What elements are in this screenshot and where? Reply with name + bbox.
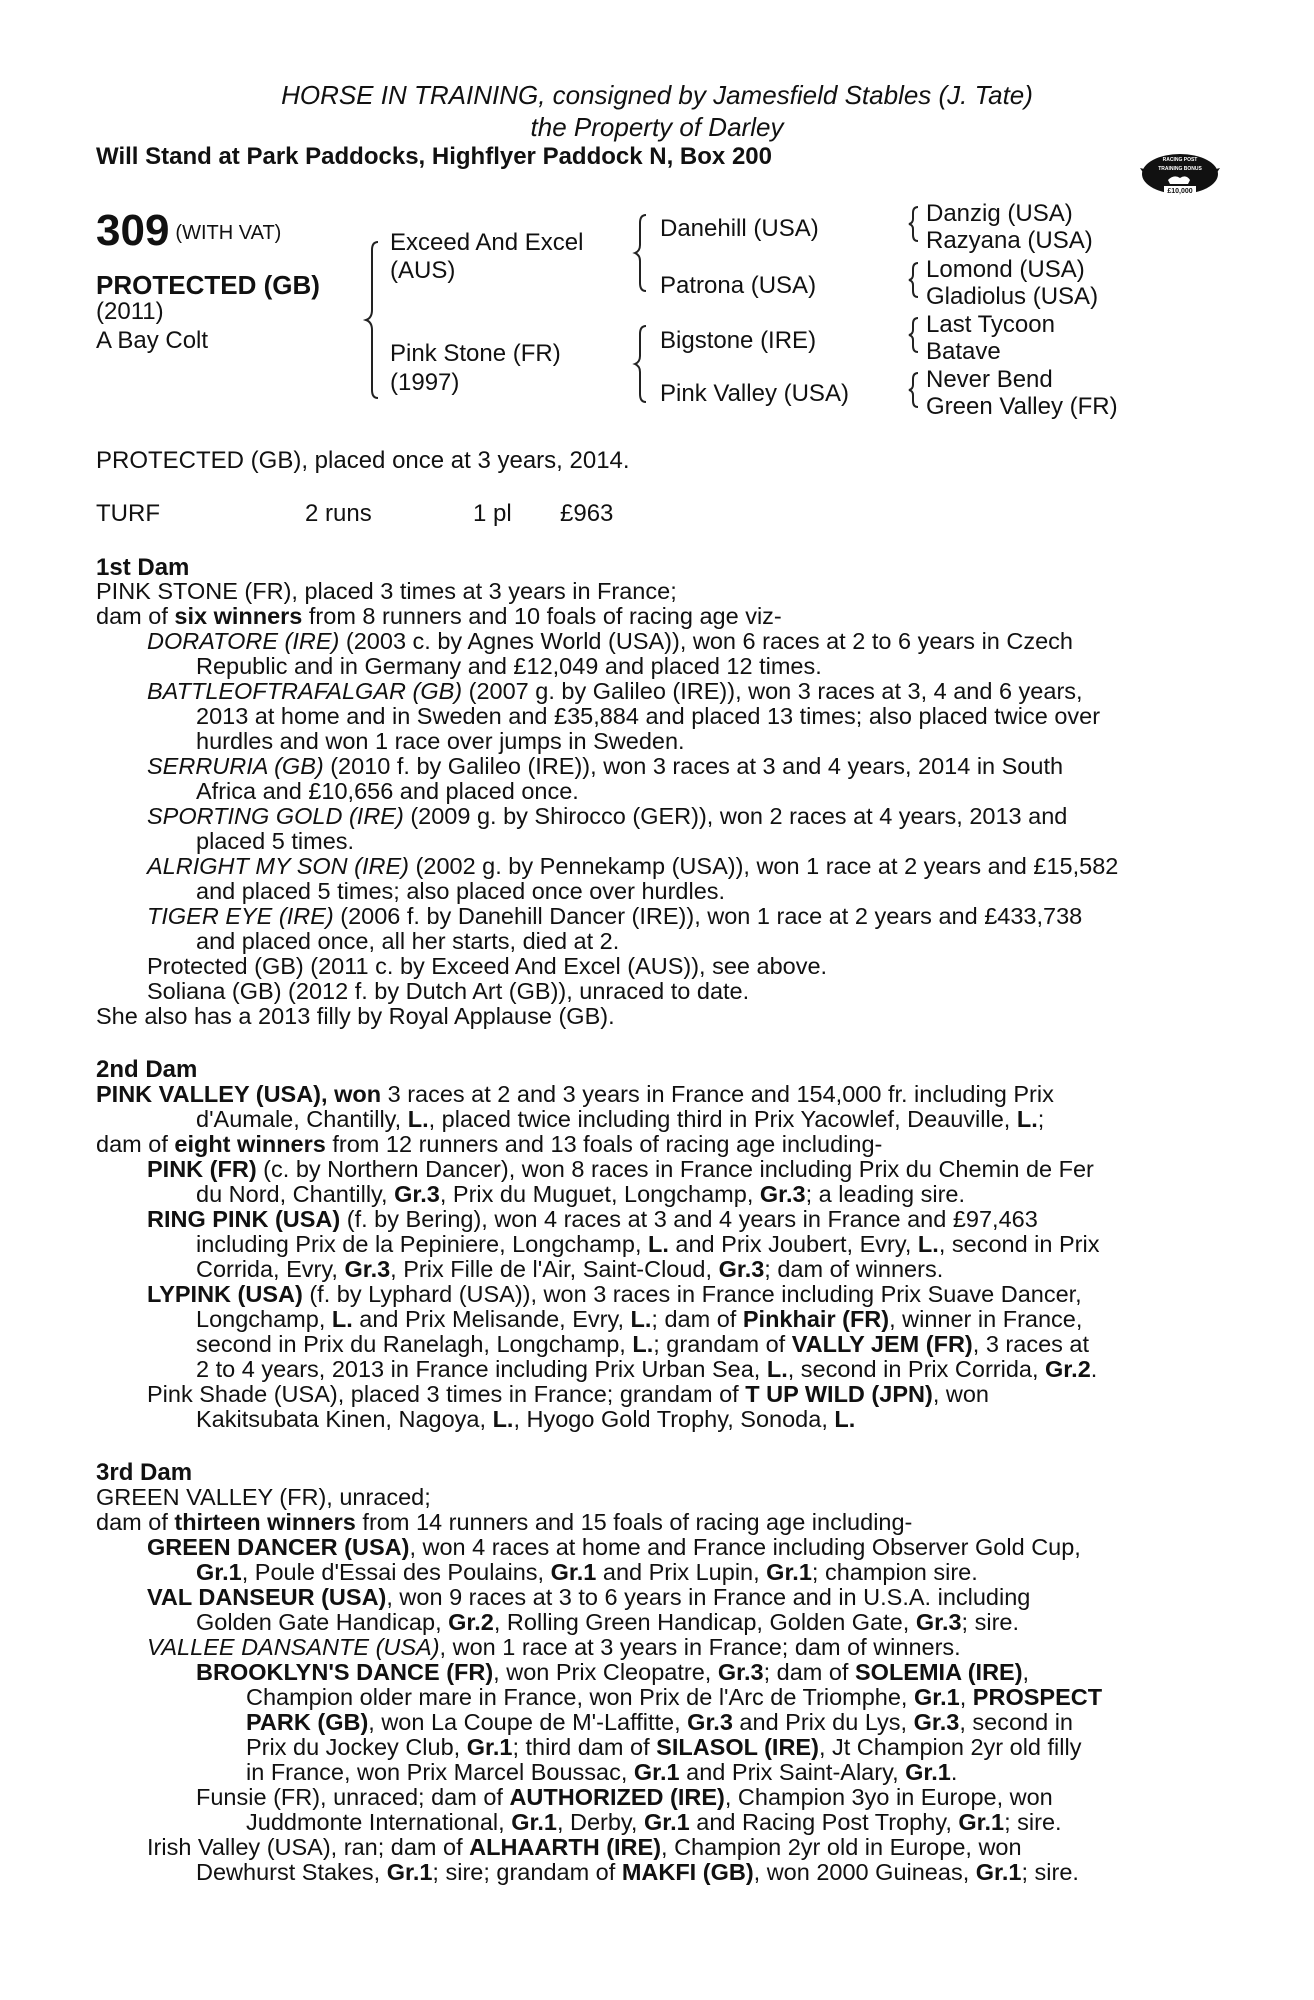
produce-line: hurdles and won 1 race over jumps in Sweden. [196, 728, 685, 754]
produce-line: Juddmonte International, Gr.1, Derby, Gr.1 and Racing Post Trophy, Gr.1; sire. [246, 1809, 1062, 1835]
produce-line: VAL DANSEUR (USA), won 9 races at 3 to 6 years in France and in U.S.A. including [147, 1584, 1031, 1610]
produce-line: She also has a 2013 filly by Royal Applause (GB). [96, 1003, 615, 1029]
dam-line: GREEN VALLEY (FR), unraced; [96, 1484, 431, 1510]
horse-description: A Bay Colt [96, 327, 209, 354]
pedigree-brackets [0, 0, 1314, 440]
record-earnings: £963 [560, 500, 614, 527]
badge-mid: TRAINING BONUS [1158, 166, 1202, 172]
lot-number: 309 (WITH VAT) [96, 206, 282, 255]
horse-name: PROTECTED (GB) [96, 270, 320, 300]
dam-year: (1997) [390, 369, 460, 396]
produce-line: PARK (GB), won La Coupe de M'-Laffitte, Gr.3 and Prix du Lys, Gr.3, second in [246, 1709, 1073, 1735]
produce-line: Longchamp, L. and Prix Melisande, Evry, L.; dam of Pinkhair (FR), winner in France, [196, 1306, 1083, 1332]
dam-line: PINK VALLEY (USA), won 3 races at 2 and 3 years in France and 154,000 fr. including Prix [96, 1081, 1054, 1107]
ggs-2: Razyana (USA) [926, 227, 1093, 254]
dam-line: dam of eight winners from 12 runners and 13 foals of racing age including- [96, 1131, 883, 1157]
produce-line: 2013 at home and in Sweden and £35,884 and placed 13 times; also placed twice over [196, 703, 1101, 729]
ggs-1: Danzig (USA) [926, 200, 1073, 227]
produce-line: Prix du Jockey Club, Gr.1; third dam of SILASOL (IRE), Jt Champion 2yr old filly [246, 1734, 1082, 1760]
property-line: the Property of Darley [530, 112, 784, 142]
produce-line: LYPINK (USA) (f. by Lyphard (USA)), won 3 races in France including Prix Suave Dancer, [147, 1281, 1082, 1307]
sire-sire: Danehill (USA) [660, 215, 819, 242]
dam-line: PINK STONE (FR), placed 3 times at 3 years in France; [96, 578, 677, 604]
sire-dam: Patrona (USA) [660, 272, 817, 299]
consignor-line: HORSE IN TRAINING, consigned by Jamesfield Stables (J. Tate) [281, 80, 1033, 110]
ggs-6: Batave [926, 338, 1001, 365]
produce-line: ALRIGHT MY SON (IRE) (2002 g. by Pennekamp (USA)), won 1 race at 2 years and £15,582 [147, 853, 1119, 879]
badge-top: RACING POST [1162, 157, 1198, 163]
section-title: 2nd Dam [96, 1056, 198, 1083]
produce-line: Champion older mare in France, won Prix de l'Arc de Triomphe, Gr.1, PROSPECT [246, 1684, 1103, 1710]
section-title: 1st Dam [96, 554, 190, 581]
produce-line: SERRURIA (GB) (2010 f. by Galileo (IRE)), won 3 races at 3 and 4 years, 2014 in South [147, 753, 1064, 779]
dam-dam: Pink Valley (USA) [660, 380, 849, 407]
sire-country: (AUS) [390, 257, 456, 284]
ggs-4: Gladiolus (USA) [926, 283, 1099, 310]
produce-line: Golden Gate Handicap, Gr.2, Rolling Green Handicap, Golden Gate, Gr.3; sire. [196, 1609, 1020, 1635]
section-title: 3rd Dam [96, 1459, 193, 1486]
ggs-7: Never Bend [926, 366, 1053, 393]
produce-line: Gr.1, Poule d'Essai des Poulains, Gr.1 and Prix Lupin, Gr.1; champion sire. [196, 1559, 978, 1585]
ggs-5: Last Tycoon [926, 311, 1055, 338]
produce-line: including Prix de la Pepiniere, Longchamp, L. and Prix Joubert, Evry, L., second in Prix [196, 1231, 1100, 1257]
produce-line: GREEN DANCER (USA), won 4 races at home and France including Observer Gold Cup, [147, 1534, 1081, 1560]
produce-line: Soliana (GB) (2012 f. by Dutch Art (GB)), unraced to date. [147, 978, 750, 1004]
produce-line: and placed 5 times; also placed once over hurdles. [196, 878, 726, 904]
produce-line: Kakitsubata Kinen, Nagoya, L., Hyogo Gold Trophy, Sonoda, L. [196, 1406, 856, 1432]
produce-line: Dewhurst Stakes, Gr.1; sire; grandam of MAKFI (GB), won 2000 Guineas, Gr.1; sire. [196, 1859, 1079, 1885]
produce-line: Republic and in Germany and £12,049 and placed 12 times. [196, 653, 822, 679]
produce-line: SPORTING GOLD (IRE) (2009 g. by Shirocco (GER)), won 2 races at 4 years, 2013 and [147, 803, 1068, 829]
dam-name: Pink Stone (FR) [390, 340, 561, 367]
produce-line: Irish Valley (USA), ran; dam of ALHAARTH (IRE), Champion 2yr old in Europe, won [147, 1834, 1022, 1860]
dam-line: d'Aumale, Chantilly, L., placed twice including third in Prix Yacowlef, Deauville, L.; [196, 1106, 1045, 1132]
race-summary: PROTECTED (GB), placed once at 3 years, 2014. [96, 447, 630, 474]
ggs-8: Green Valley (FR) [926, 393, 1118, 420]
ggs-3: Lomond (USA) [926, 256, 1085, 283]
foaling-year: (2011) [96, 298, 164, 325]
produce-line: BROOKLYN'S DANCE (FR), won Prix Cleopatre, Gr.3; dam of SOLEMIA (IRE), [196, 1659, 1030, 1685]
produce-line: placed 5 times. [196, 828, 355, 854]
produce-line: Protected (GB) (2011 c. by Exceed And Excel (AUS)), see above. [147, 953, 828, 979]
dam-line: dam of thirteen winners from 14 runners and 15 foals of racing age including- [96, 1509, 913, 1535]
produce-line: du Nord, Chantilly, Gr.3, Prix du Muguet, Longchamp, Gr.3; a leading sire. [196, 1181, 965, 1207]
badge-amount: £10,000 [1167, 188, 1193, 195]
vat-label: (WITH VAT) [175, 222, 282, 245]
produce-line: TIGER EYE (IRE) (2006 f. by Danehill Dancer (IRE)), won 1 race at 2 years and £433,738 [147, 903, 1083, 929]
produce-line: Funsie (FR), unraced; dam of AUTHORIZED (IRE), Champion 3yo in Europe, won [196, 1784, 1053, 1810]
produce-line: Africa and £10,656 and placed once. [196, 778, 579, 804]
produce-line: PINK (FR) (c. by Northern Dancer), won 8 races in France including Prix du Chemin de Fer [147, 1156, 1094, 1182]
produce-line: BATTLEOFTRAFALGAR (GB) (2007 g. by Galileo (IRE)), won 3 races at 3, 4 and 6 years, [147, 678, 1083, 704]
record-runs: 2 runs [305, 500, 372, 527]
produce-line: second in Prix du Ranelagh, Longchamp, L.; grandam of VALLY JEM (FR), 3 races at [196, 1331, 1090, 1357]
produce-line: 2 to 4 years, 2013 in France including Prix Urban Sea, L., second in Prix Corrida, Gr.2. [196, 1356, 1098, 1382]
produce-line: Corrida, Evry, Gr.3, Prix Fille de l'Air, Saint-Cloud, Gr.3; dam of winners. [196, 1256, 944, 1282]
record-surface: TURF [96, 500, 160, 527]
dam-line: dam of six winners from 8 runners and 10 foals of racing age viz- [96, 603, 782, 629]
dam-sire: Bigstone (IRE) [660, 327, 817, 354]
produce-line: in France, won Prix Marcel Boussac, Gr.1 and Prix Saint-Alary, Gr.1. [246, 1759, 958, 1785]
produce-line: RING PINK (USA) (f. by Bering), won 4 races at 3 and 4 years in France and £97,463 [147, 1206, 1038, 1232]
produce-line: Pink Shade (USA), placed 3 times in France; grandam of T UP WILD (JPN), won [147, 1381, 989, 1407]
sire-name: Exceed And Excel [390, 229, 584, 256]
record-placed: 1 pl [473, 500, 512, 527]
produce-line: DORATORE (IRE) (2003 c. by Agnes World (USA)), won 6 races at 2 to 6 years in Czech [147, 628, 1073, 654]
produce-line: and placed once, all her starts, died at 2. [196, 928, 620, 954]
produce-line: VALLEE DANSANTE (USA), won 1 race at 3 years in France; dam of winners. [147, 1634, 961, 1660]
stand-location: Will Stand at Park Paddocks, Highflyer Paddock N, Box 200 [96, 143, 772, 170]
